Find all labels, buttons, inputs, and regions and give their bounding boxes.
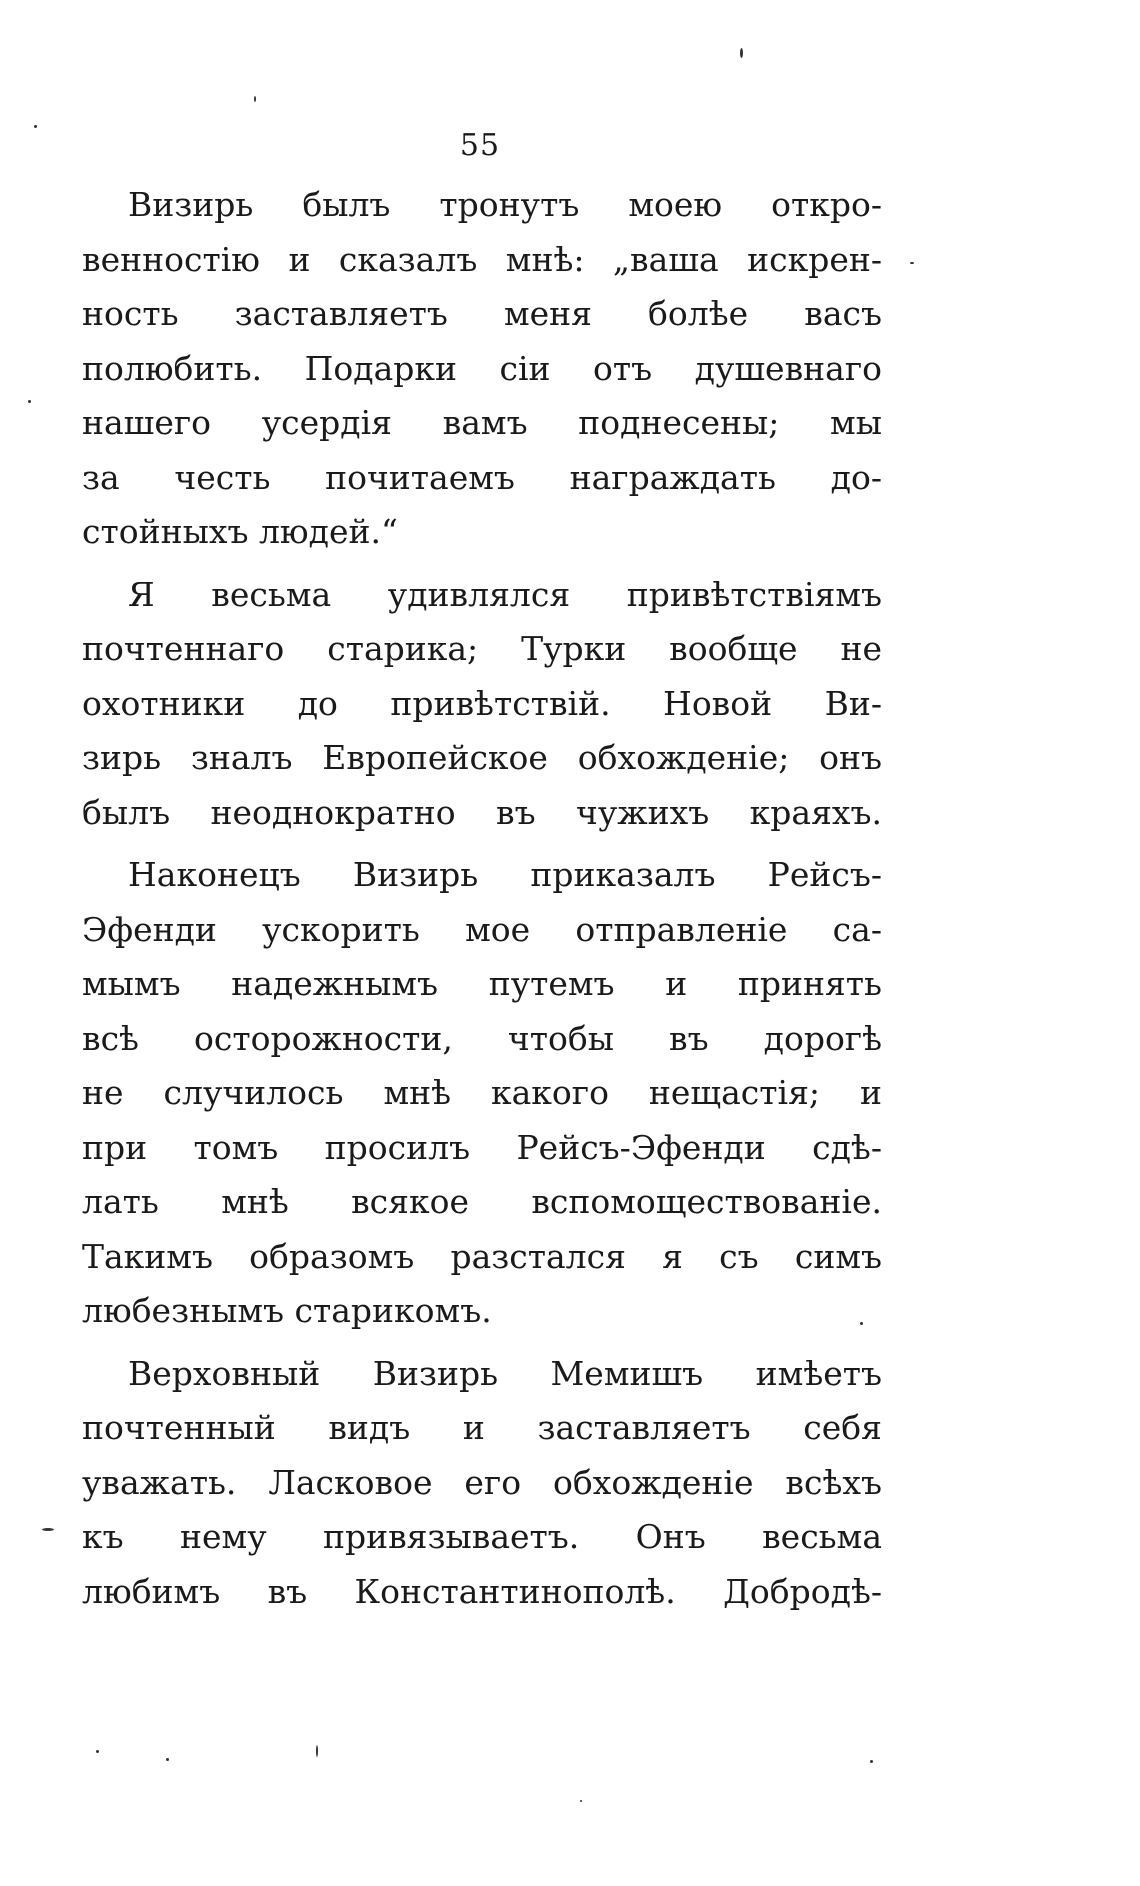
paper-speck	[316, 1745, 318, 1757]
paragraph-2	[82, 568, 882, 841]
text-line: лать мнѣ всякое вспомоществованіе.	[82, 1182, 882, 1221]
text-line: Визирь былъ тронутъ моею откро-	[128, 185, 882, 224]
text-line: Верховный Визирь Мемишъ имѣетъ	[128, 1353, 882, 1393]
paper-speck	[166, 1758, 169, 1761]
text-line: почтеннаго старика; Турки вообще не	[82, 629, 882, 668]
text-line: Эфенди ускорить мое отправленіе са-	[82, 909, 882, 949]
text-line: полюбить. Подарки сіи отъ душевнаго	[82, 348, 882, 388]
paper-speck	[34, 125, 37, 128]
text-line: ность заставляетъ меня болѣе васъ	[82, 294, 882, 333]
text-line: Я весьма удивлялся привѣтствіямъ	[128, 574, 882, 614]
text-line: за честь почитаемъ награждать до-	[82, 457, 882, 497]
text-line: любимъ въ Константинополѣ. Добродѣ-	[82, 1571, 882, 1611]
text-line: былъ неоднократно въ чужихъ краяхъ.	[82, 792, 882, 832]
text-line: почтенный видъ и заставляетъ себя	[82, 1408, 882, 1447]
text-line: нашего усердія вамъ поднесены; мы	[82, 403, 882, 442]
text-line: венностію и сказалъ мнѣ: „ваша искрен-	[82, 239, 882, 279]
paragraph-1	[82, 178, 882, 560]
text-line: Такимъ образомъ разстался я съ симъ	[82, 1236, 882, 1276]
paper-speck	[254, 96, 256, 102]
text-line: охотники до привѣтствій. Новой Ви-	[82, 683, 882, 723]
paragraph-3	[82, 848, 882, 1339]
paper-speck	[42, 1528, 54, 1531]
page-number: 55	[459, 128, 501, 163]
paper-speck	[860, 1322, 863, 1325]
paper-speck	[910, 262, 914, 264]
text-line: Наконецъ Визирь приказалъ Рейсъ-	[128, 855, 882, 894]
page-text	[82, 178, 882, 1627]
paper-speck	[870, 1760, 873, 1763]
text-line: всѣ осторожности, чтобы въ дорогѣ	[82, 1018, 882, 1058]
text-line: любезнымъ старикомъ.	[82, 1291, 492, 1330]
paragraph-4	[82, 1347, 882, 1620]
text-line: не случилось мнѣ какого нещастія; и	[82, 1073, 882, 1112]
text-line: при томъ просилъ Рейсъ-Эфенди сдѣ-	[82, 1127, 882, 1167]
text-line: уважать. Ласковое его обхожденіе всѣхъ	[82, 1462, 882, 1502]
text-line: къ нему привязываетъ. Онъ весьма	[82, 1517, 882, 1556]
paper-speck	[740, 48, 743, 58]
paper-speck	[28, 400, 31, 403]
text-line: мымъ надежнымъ путемъ и принять	[82, 964, 882, 1003]
paper-speck	[580, 1800, 582, 1802]
text-line: зирь зналъ Европейское обхожденіе; онъ	[82, 738, 882, 777]
text-line: стойныхъ людей.“	[82, 512, 398, 551]
paper-speck	[96, 1750, 99, 1753]
